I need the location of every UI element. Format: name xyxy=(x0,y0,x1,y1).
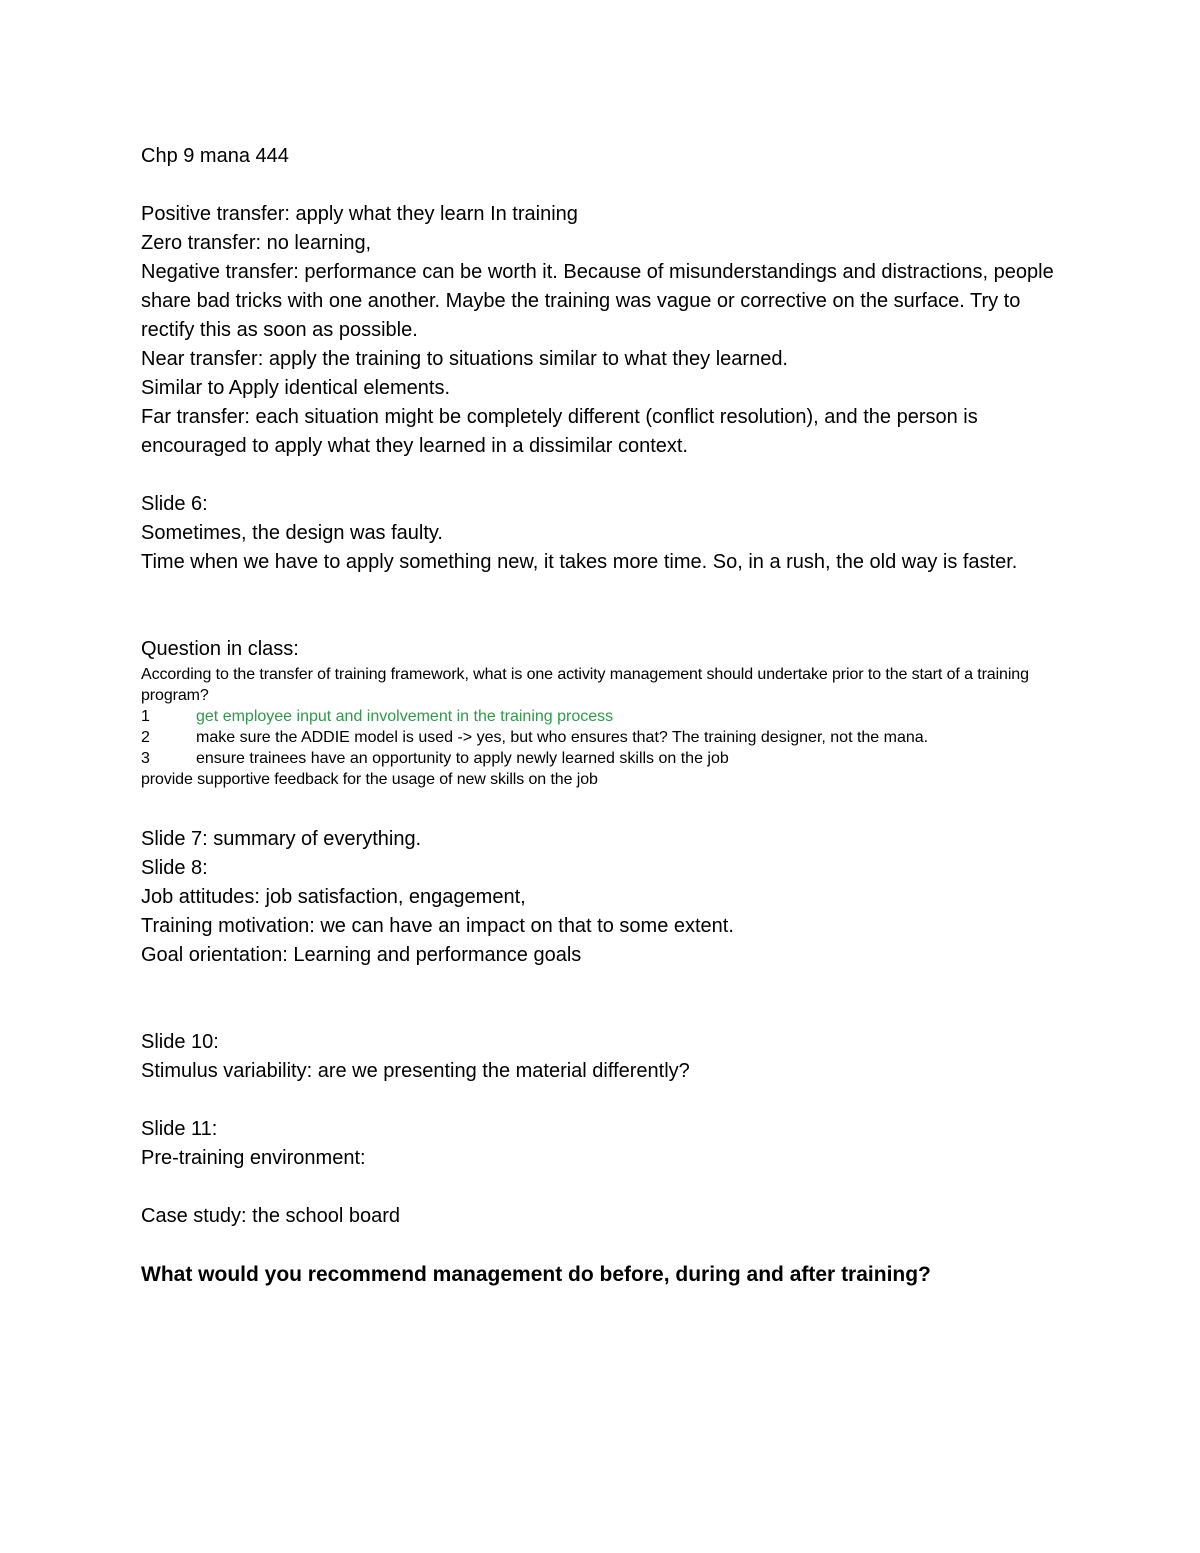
slide10-heading: Slide 10: xyxy=(141,1031,219,1053)
slide8-line-2: Training motivation: we can have an impact on that to some extent. xyxy=(141,915,734,937)
question-option-3 xyxy=(141,748,1076,769)
slide6-line-2: Time when we have to apply something new, it takes more time. So, in a rush, the old way is faster. xyxy=(141,551,1018,573)
question-prompt: According to the transfer of training framework, what is one activity management should undertake prior to the start of a training program? xyxy=(141,666,1029,704)
slide8-line-1: Job attitudes: job satisfaction, engagement, xyxy=(141,886,526,908)
positive-transfer-line: Positive transfer: apply what they learn In training xyxy=(141,203,578,225)
document-body xyxy=(141,142,1076,1289)
doc-title: Chp 9 mana 444 xyxy=(141,145,289,167)
final-question: What would you recommend management do before, during and after training? xyxy=(141,1263,931,1286)
negative-transfer-line: Negative transfer: performance can be worth it. Because of misunderstandings and distractions, people share bad tricks with one another. Maybe the training was vague or corrective on the surface. Try to rectify this as soon as possible. xyxy=(141,261,1054,341)
far-transfer-line: Far transfer: each situation might be completely different (conflict resolution), and the person is encouraged to apply what they learned in a dissimilar context. xyxy=(141,406,978,457)
slide8-heading: Slide 8: xyxy=(141,857,208,879)
option-text: make sure the ADDIE model is used -> yes, but who ensures that? The training designer, not the mana. xyxy=(196,729,929,746)
zero-transfer-line: Zero transfer: no learning, xyxy=(141,232,372,254)
option-number: 2 xyxy=(141,729,150,746)
option-number: 3 xyxy=(141,750,150,767)
slide11-heading: Slide 11: xyxy=(141,1118,218,1140)
slide6-line-1: Sometimes, the design was faulty. xyxy=(141,522,443,544)
slide10-line-1: Stimulus variability: are we presenting the material differently? xyxy=(141,1060,690,1082)
question-extra-option: provide supportive feedback for the usage of new skills on the job xyxy=(141,771,598,788)
case-study-line: Case study: the school board xyxy=(141,1205,401,1227)
question-option-1 xyxy=(141,706,1076,727)
slide7-line: Slide 7: summary of everything. xyxy=(141,828,422,850)
question-option-2 xyxy=(141,727,1076,748)
option-number: 1 xyxy=(141,708,150,725)
option-text-correct: get employee input and involvement in the training process xyxy=(196,708,614,725)
near-transfer-line: Near transfer: apply the training to situations similar to what they learned. xyxy=(141,348,788,370)
slide8-line-3: Goal orientation: Learning and performance goals xyxy=(141,944,582,966)
option-text: ensure trainees have an opportunity to apply newly learned skills on the job xyxy=(196,750,729,767)
identical-elements-line: Similar to Apply identical elements. xyxy=(141,377,451,399)
slide11-line-1: Pre-training environment: xyxy=(141,1147,366,1169)
slide6-heading: Slide 6: xyxy=(141,493,208,515)
question-heading: Question in class: xyxy=(141,638,299,660)
